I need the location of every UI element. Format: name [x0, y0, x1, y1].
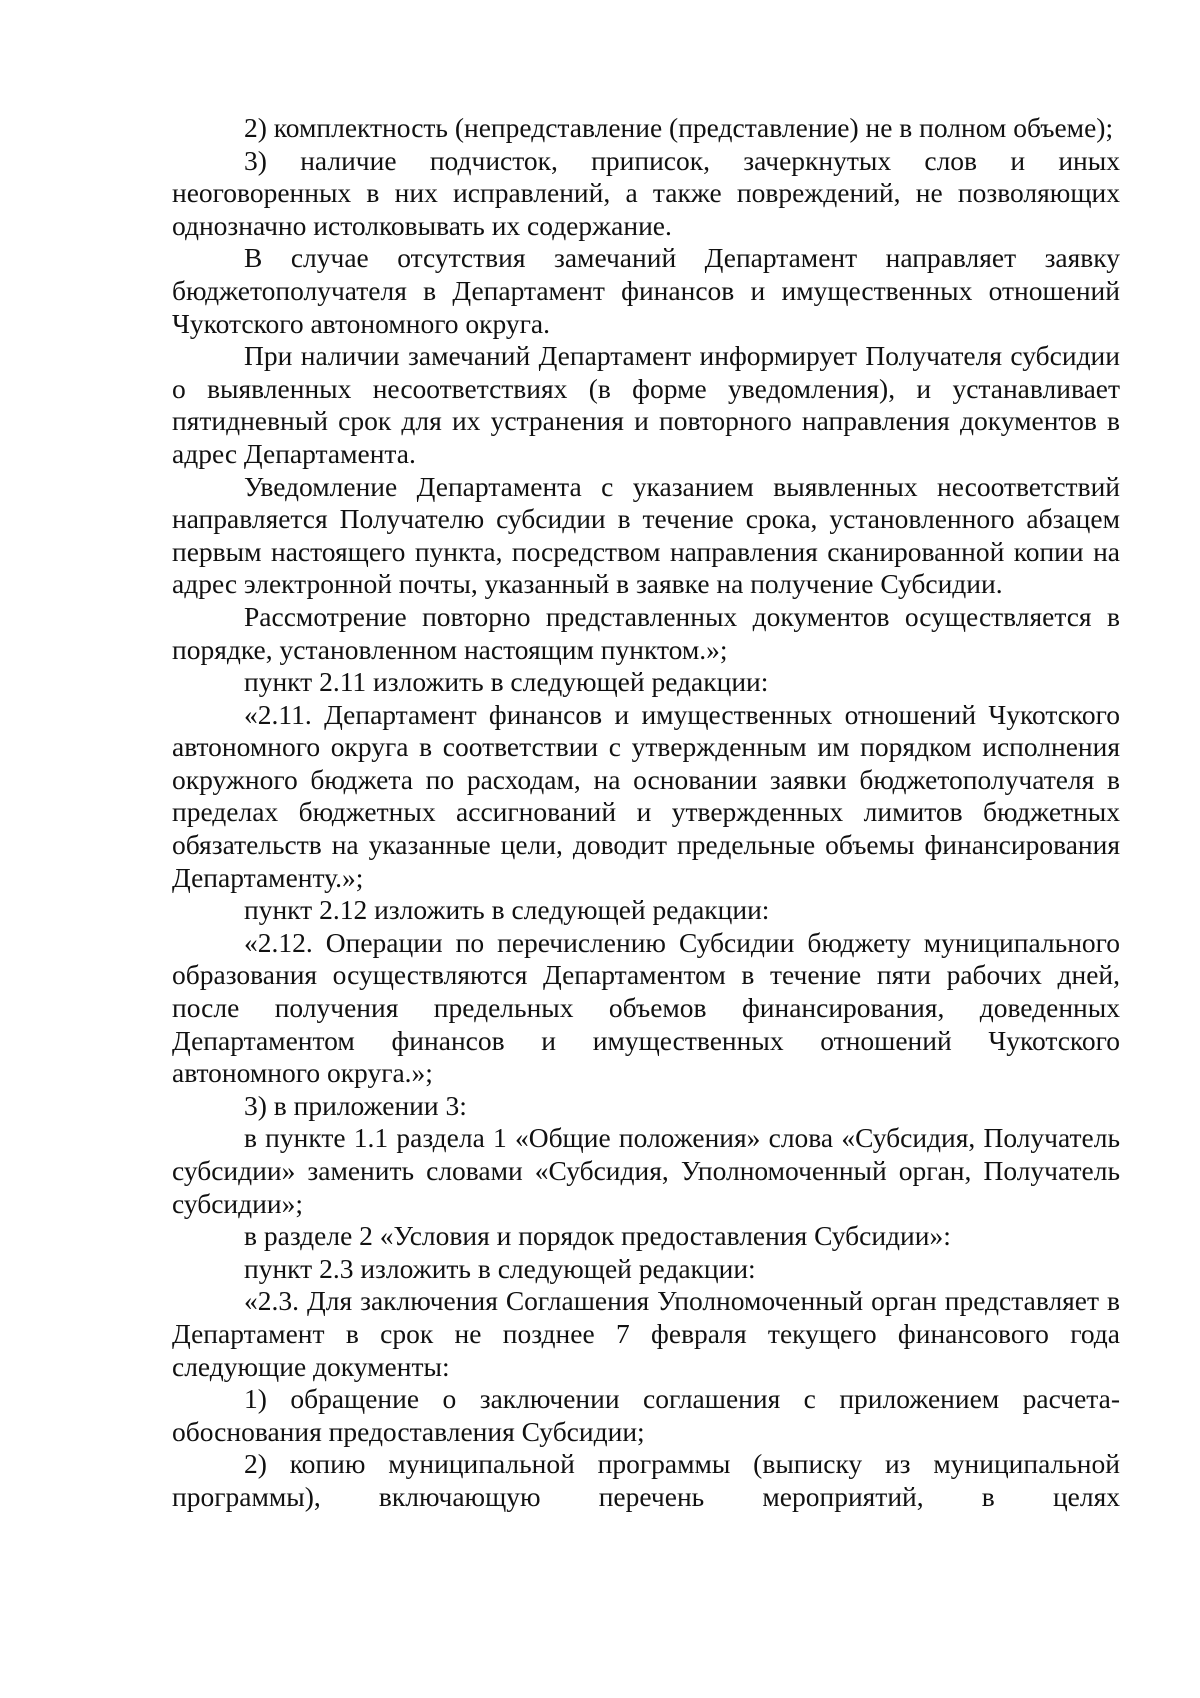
paragraph-item-2: 2) копию муниципальной программы (выписку из муниципальной программы), включающую перечень мероприятий, в целях	[172, 1448, 1120, 1512]
paragraph-clause-2-11-intro: пункт 2.11 изложить в следующей редакции:	[244, 666, 769, 698]
paragraph-clause-2-3-intro: пункт 2.3 изложить в следующей редакции:	[244, 1252, 756, 1284]
paragraph-clause-2-11: «2.11. Департамент финансов и имущественных отношений Чукотского автономного округа в соответствии с утвержденным им порядком исполнения окружного бюджета по расходам, на основании заявки бюджетополучателя в пределах бюджетных ассигнований и утвержденных лимитов бюджетных обязательств на указанные цели, доводит предельные объемы финансирования Департаменту.»;	[172, 698, 1120, 893]
document-page	[172, 112, 1120, 1514]
paragraph-notification: Уведомление Департамента с указанием выявленных несоответствий направляется Получателю субсидии в течение срока, установленного абзацем первым настоящего пункта, посредством направления сканированной копии на адрес электронной почты, указанный в заявке на получение Субсидии.	[172, 470, 1120, 600]
paragraph-clause-1-1: в пункте 1.1 раздела 1 «Общие положения» слова «Субсидия, Получатель субсидии» заменить словами «Субсидия, Уполномоченный орган, Получатель субсидии»;	[172, 1122, 1120, 1219]
paragraph-clause-2-12: «2.12. Операции по перечислению Субсидии бюджету муниципального образования осуществляются Департаментом в течение пяти рабочих дней, после получения предельных объемов финансирования, доведенных Департаментом финансов и имущественных отношений Чукотского автономного округа.»;	[172, 926, 1120, 1089]
paragraph-resubmission: Рассмотрение повторно представленных документов осуществляется в порядке, установленном настоящим пунктом.»;	[172, 600, 1120, 665]
paragraph-appendix-3: 3) в приложении 3:	[244, 1089, 467, 1121]
paragraph-item-1: 1) обращение о заключении соглашения с приложением расчета-обоснования предоставления Субсидии;	[172, 1383, 1120, 1447]
paragraph-completeness: 2) комплектность (непредставление (представление) не в полном объеме);	[244, 112, 1114, 143]
paragraph-corrections: 3) наличие подчисток, приписок, зачеркнутых слов и иных неоговоренных в них исправлений, а также повреждений, не позволяющих однозначно истолковывать их содержание.	[172, 144, 1120, 241]
paragraph-clause-2-3: «2.3. Для заключения Соглашения Уполномоченный орган представляет в Департамент в срок не позднее 7 февраля текущего финансового года следующие документы:	[172, 1285, 1120, 1382]
paragraph-no-remarks: В случае отсутствия замечаний Департамент направляет заявку бюджетополучателя в Департамент финансов и имущественных отношений Чукотского автономного округа.	[172, 242, 1120, 339]
paragraph-clause-2-12-intro: пункт 2.12 изложить в следующей редакции:	[244, 894, 770, 926]
paragraph-section-2: в разделе 2 «Условия и порядок предоставления Субсидии»:	[244, 1220, 951, 1252]
paragraph-remarks: При наличии замечаний Департамент информирует Получателя субсидии о выявленных несоответствиях (в форме уведомления), и устанавливает пятидневный срок для их устранения и повторного направления документов в адрес Департамента.	[172, 340, 1120, 469]
